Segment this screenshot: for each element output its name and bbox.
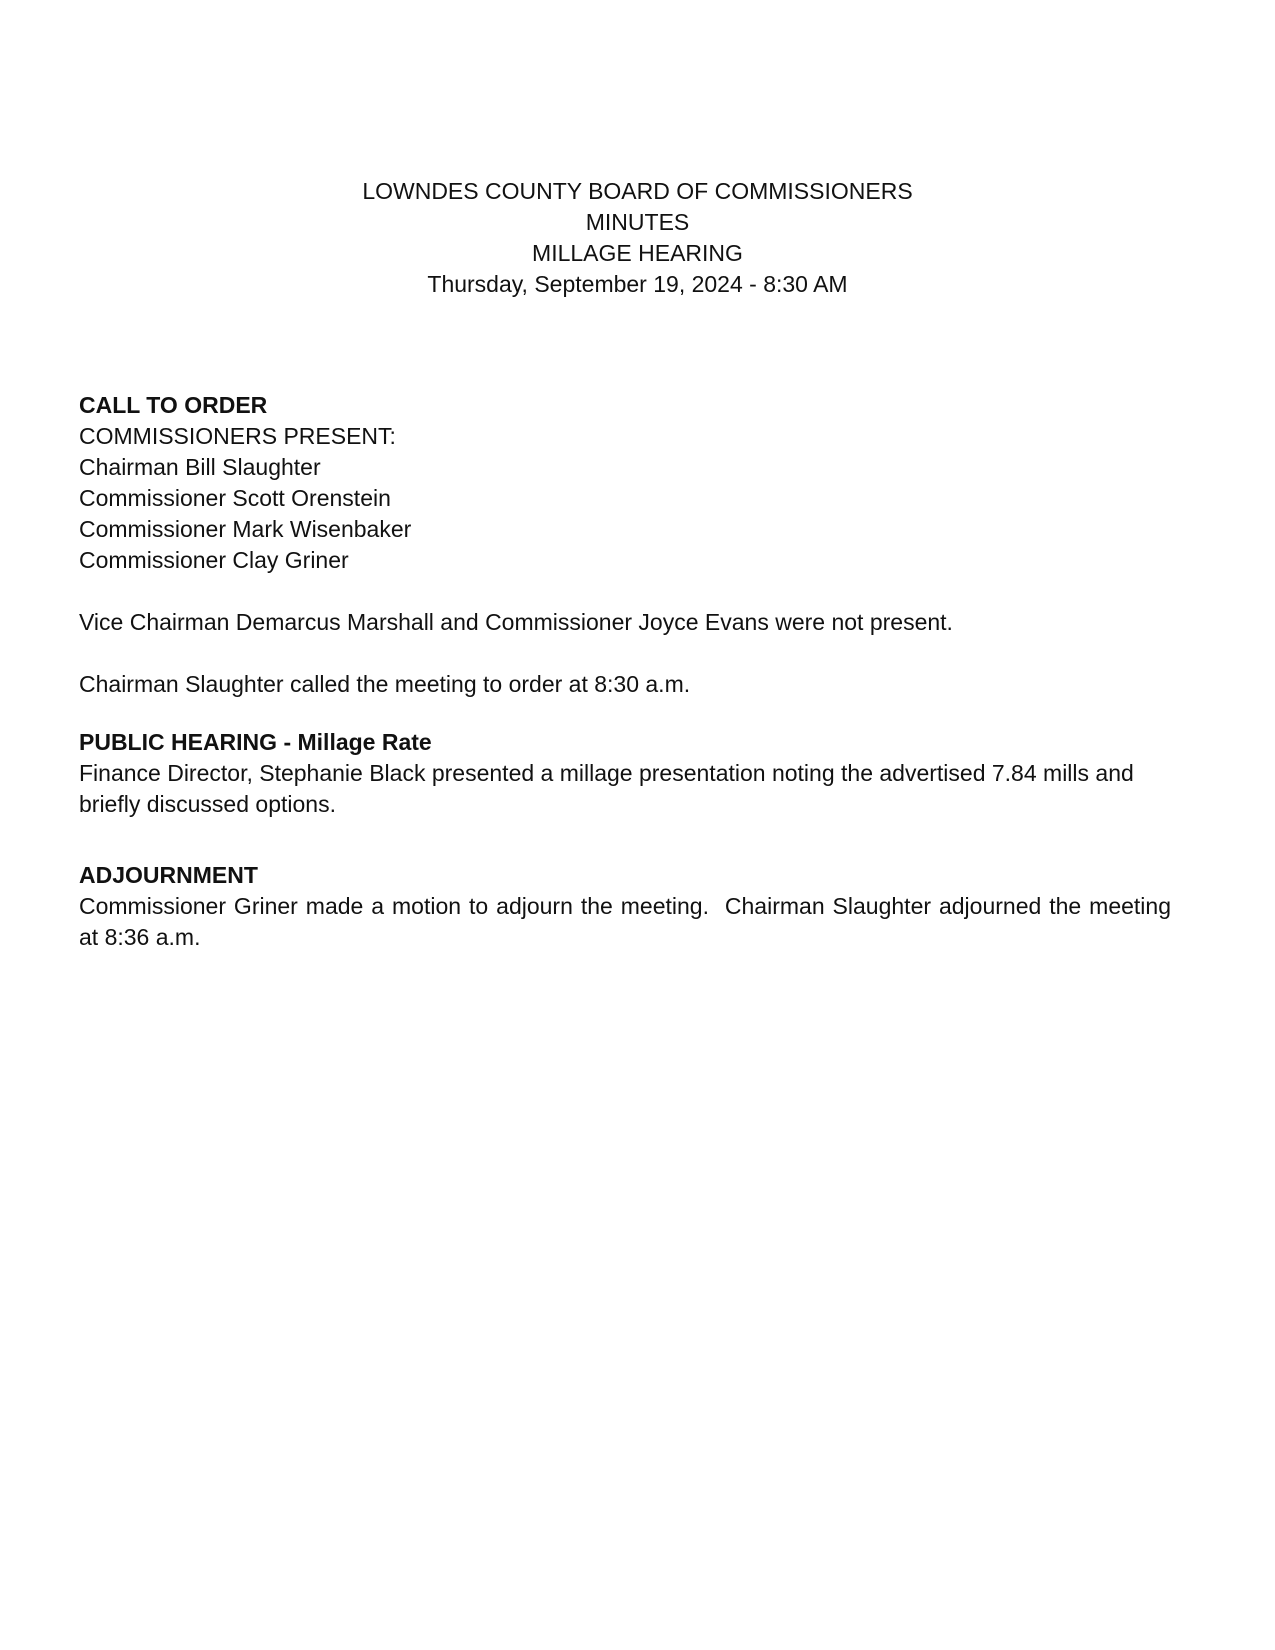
member-item: Commissioner Mark Wisenbaker: [79, 516, 412, 542]
meeting-date: Thursday, September 19, 2024 - 8:30 AM: [427, 271, 848, 297]
called-to-order-note: Chairman Slaughter called the meeting to order at 8:30 a.m.: [79, 671, 691, 697]
adjournment-heading: ADJOURNMENT: [79, 862, 258, 888]
organization-title: LOWNDES COUNTY BOARD OF COMMISSIONERS: [362, 178, 913, 204]
minutes-body: [79, 390, 1178, 953]
adjournment-section: [79, 860, 1178, 953]
document-type: MINUTES: [585, 209, 690, 235]
call-to-order-section: [79, 390, 1171, 700]
public-hearing-text: Finance Director, Stephanie Black presented a millage presentation noting the advertised 7.84 mills and briefly discussed options.: [79, 760, 1134, 817]
meeting-type: MILLAGE HEARING: [532, 240, 743, 266]
document-header: [0, 176, 1275, 300]
member-item: Commissioner Scott Orenstein: [79, 485, 391, 511]
member-item: Chairman Bill Slaughter: [79, 454, 321, 480]
call-to-order-heading: CALL TO ORDER: [79, 392, 268, 418]
member-item: Commissioner Clay Griner: [79, 547, 349, 573]
public-hearing-section: [79, 727, 1171, 820]
public-hearing-heading: PUBLIC HEARING - Millage Rate: [79, 729, 432, 755]
commissioners-present-label: COMMISSIONERS PRESENT:: [79, 423, 396, 449]
adjournment-text: Commissioner Griner made a motion to adjourn the meeting. Chairman Slaughter adjourned the meeting at 8:36 a.m.: [79, 893, 1178, 950]
absent-note: Vice Chairman Demarcus Marshall and Commissioner Joyce Evans were not present.: [79, 609, 953, 635]
